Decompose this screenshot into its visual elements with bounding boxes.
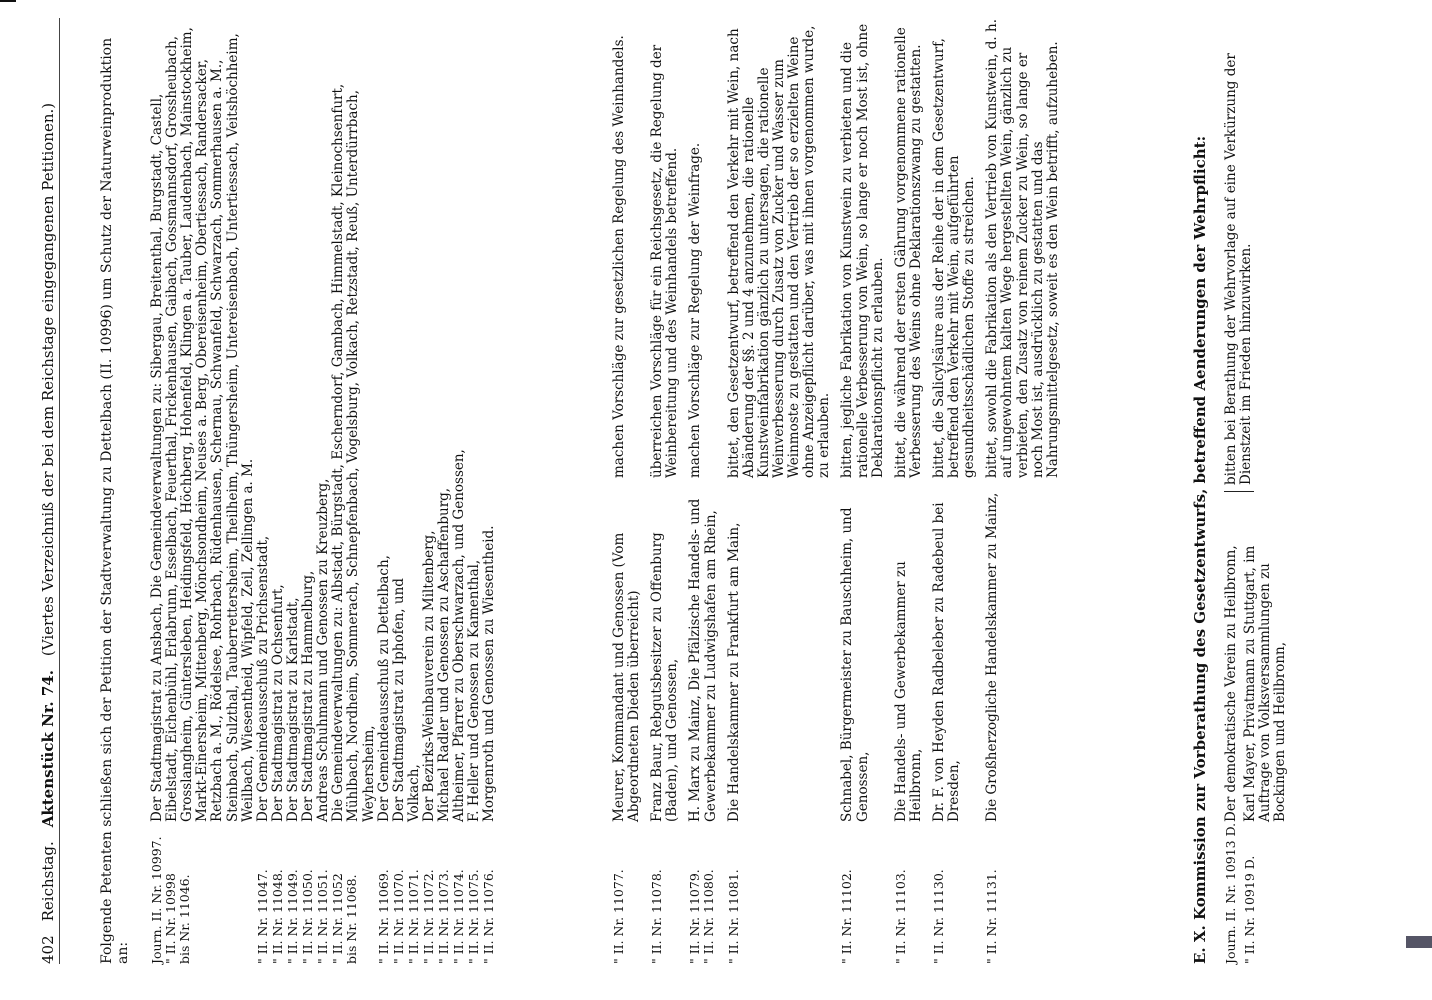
- petition-entry: [894, 18, 924, 964]
- journal-number: Journ. II. Nr. 10997. " II. Nr. 10998 bis Nr. 11046.: [149, 836, 192, 964]
- journal-number: Journ. II. Nr. 10913 D.: [1223, 822, 1238, 964]
- petition-request: überreichen Vorschläge für ein Reichsgesetz, die Regelung der Weinbereitung und des Weinhandels betreffend.: [649, 44, 681, 478]
- header-title: (Viertes Verzeichniß der bei dem Reichstage eingegangenen Petitionen.): [39, 102, 57, 657]
- journal-number: " II. Nr. 11081.: [725, 869, 741, 964]
- entries-b: [612, 18, 1069, 964]
- petitioner-name: H. Marx zu Mainz, Die Pfälzische Handels- und Gewerbekammer zu Ludwigshafen am Rhein,: [687, 498, 719, 822]
- petition-request: machen Vorschläge zur gesetzlichen Regelung des Weinhandels.: [611, 35, 627, 478]
- petitioner-text: Der Stadtmagistrat zu Ochsenfurt,: [269, 584, 286, 822]
- header-left: Reichstag.: [39, 841, 57, 922]
- petitioner-text: Die Gemeindeverwaltungen zu: Albstadt, Bürgstadt, Escherndorf, Gambach, Himmelstadt, Kleinochsenfurt, Mühlbach, Nordheim, Sommerach, Schnepfenbach, Vogelsburg, Volkach, Retzstadt, Reuß, Unterdürrbach, Weyhersheim,: [330, 83, 377, 822]
- petition-entry: [422, 18, 437, 964]
- petitioner-name: Schnabel, Bürgermeister zu Bauschheim, und Genossen,: [839, 507, 871, 822]
- petitioner-name: Dr. F. von Heyden Radbeleber zu Radebeul bei Dresden,: [930, 502, 963, 822]
- intro-text: Folgende Petenten schließen sich der Petition der Stadtverwaltung zu Dettelbach (II. 10996) um Schutz der Naturweinproduktion an:: [99, 37, 131, 964]
- petition-entry: [256, 18, 271, 964]
- petition-request: machen Vorschläge zur Regelung der Weinfrage.: [687, 142, 704, 478]
- page-header: [40, 18, 60, 964]
- journal-number: " II. Nr. 11047.: [254, 869, 270, 964]
- journal-number: " II. Nr. 11103.: [892, 869, 908, 964]
- petition-request: bitten, jegliche Fabrikation von Kunstwein zu verbieten und die rationelle Verbesserung von Wein, so lange er noch Most ist, ohne Deklarationspflicht zu erlauben.: [839, 23, 886, 478]
- petition-entry: [482, 18, 497, 964]
- petition-entry: [407, 18, 422, 964]
- petitioner-text: Der Stadtmagistrat zu Hammelburg,: [300, 570, 317, 822]
- petition-entry: [452, 18, 467, 964]
- petitioner-name: Die Handelskammer zu Frankfurt am Main,: [725, 522, 742, 822]
- petition-entry: [316, 18, 331, 964]
- petition-entry: [727, 18, 833, 964]
- journal-number: " II. Nr. 11102.: [839, 869, 855, 964]
- petition-entry: [286, 18, 301, 964]
- petitioner-text: Altheimer, Pfarrer zu Oberschwarzach, und Genossen,: [451, 449, 468, 822]
- journal-number: " II. Nr. 11076.: [481, 869, 497, 964]
- petitioner-text: Der Stadtmagistrat zu Ansbach, Die Gemeindeverwaltungen zu: Sibergau, Breitenthal, Burgstadt, Castell, Eibelstadt, Eichenbühl, Erlabrunn, Esselbach, Feuerthal, Frickenhausen, Gaibach, Gossmannsdorf, Grossheubach, Grosslangheim, Güntersleben, Heidingsfeld, Höchberg, Hohenfeld, Klingen a. Tauber, Laudenbach, Mainstockheim, Markt-Einersheim, Mittenberg, Mönchsondheim, Neuses a. Berg, Obereisenheim, Obertiessach, Randersacker, Retzbach a. M., Rödelsee, Rohrbach, Rüdenhausen, Schernau, Schwanfeld, Schwarzach, Sommerhausen a. M., Steinbach, Sulzthal, Tauberrettersheim, Theilheim, Thüngersheim, Untereisenbach, Untertiessach, Veitshöchheim, Weilbach, Wiesentheid, Wipfeld, Zeil, Zellingen a. M.: [149, 27, 256, 822]
- petition-entry: [301, 18, 316, 964]
- journal-number: " II. Nr. 11073.: [436, 869, 452, 964]
- petitioner-text: F. Heller und Genossen zu Kamenthal,: [466, 559, 483, 822]
- petition-entry: [985, 18, 1061, 964]
- petitioner-text: Der Gemeindeausschuß zu Dettelbach,: [375, 555, 392, 822]
- petitioner-name: Franz Baur, Rebgutsbesitzer zu Offenburg (Baden), und Genossen,: [649, 532, 681, 822]
- petition-request: bittet, die während der ersten Gährung vorgenommene rationelle Verbesserung des Weins ohne Deklarationszwang zu gestatten.: [892, 27, 924, 478]
- journal-number: " II. Nr. 11071.: [405, 869, 421, 964]
- petitioner-text: Der Stadtmagistrat zu Iphofen, und: [390, 578, 407, 822]
- journal-number: " II. Nr. 11079. " II. Nr. 11080.: [687, 869, 717, 964]
- entries-a: [150, 18, 498, 964]
- petition-entry: [932, 18, 977, 964]
- journal-number: " II. Nr. 11070.: [390, 869, 406, 964]
- journal-number: " II. Nr. 11075.: [466, 869, 482, 964]
- petition-request: bittet, sowohl die Fabrikation als den Vertrieb von Kunstwein, d. h. auf ungewohntem kalten Wege hergestellten Wein, gänzlich zu verbieten, den Zusatz von reinem Zucker zu Wein, so lange er noch Most ist, ausdrücklich zu gestatten und das Nahrungsmittelgesetz, soweit es den Wein betrifft, aufzuheben.: [984, 19, 1061, 478]
- page-number: 402: [39, 935, 57, 964]
- section-heading: [1192, 18, 1209, 964]
- petition-entry: [840, 18, 885, 964]
- petitioner-text: Andreas Schuhmann und Genossen zu Kreuzberg,: [315, 478, 332, 822]
- petition-request: bittet, den Gesetzentwurf, betreffend den Verkehr mit Wein, nach Abänderung der §§. 2 und 4 anzunehmen, die rationelle Kunstweinfabrikation gänzlich zu untersagen, die rationelle Weinverbesserung durch Zusatz von Zucker und Wasser zum Weinmoste zu gestatten und den Vertrieb der so erzielten Weine ohne Anzeigepflicht darüber, was mit ihnen vorgenommen wurde, zu erlauben.: [725, 25, 833, 478]
- section-label: E. X.: [1191, 925, 1209, 964]
- doc-number: Aktenstück Nr. 74.: [39, 670, 57, 828]
- petitioner-text: Morgenroth und Genossen zu Wiesentheid.: [481, 525, 498, 822]
- journal-number: " II. Nr. 11077.: [611, 869, 626, 964]
- petitioner-name: Karl Mayer, Privatmann zu Stuttgart, im Auftrage von Volksversammlungen zu Bockingen und Heilbronn,: [1242, 545, 1289, 822]
- petition-entry: [467, 18, 482, 964]
- dfg-logo: [1406, 936, 1432, 948]
- petition-entry: [150, 18, 256, 964]
- petitioner-name: Die Handels- und Gewerbekammer zu Heilbronn,: [892, 561, 924, 822]
- petition-entry: [688, 18, 718, 964]
- journal-number: " II. Nr. 11078.: [649, 869, 665, 964]
- petitioner-name: Meurer, Kommandant und Genossen (Vom Abgeordneten Dieden überreicht): [611, 532, 643, 822]
- petitioner-name: Der demokratische Verein zu Heilbronn,: [1223, 545, 1239, 822]
- petition-entry: [1243, 492, 1288, 964]
- journal-number: " II. Nr. 11051.: [315, 869, 331, 964]
- petition-entry: [612, 18, 642, 964]
- petition-entry: [271, 18, 286, 964]
- journal-number: " II. Nr. 10919 D.: [1242, 855, 1258, 964]
- entries-c: [1224, 18, 1292, 964]
- journal-number: " II. Nr. 11069.: [375, 869, 391, 964]
- section-title: Kommission zur Vorberathung des Gesetzentwurfs, betreffend Aenderungen der Wehrpflicht:: [1191, 135, 1209, 921]
- entries-c-request: bitten bei Berathung der Wehrvorlage auf eine Verkürzung der Dienstzeit im Frieden hinzuwirken.: [1224, 18, 1254, 492]
- petition-entry: [1224, 492, 1239, 964]
- journal-number: " II. Nr. 11131.: [984, 869, 1000, 964]
- petition-entry: [650, 18, 680, 964]
- petitioner-text: Volkach,: [405, 764, 422, 822]
- journal-number: " II. Nr. 11049.: [284, 869, 300, 964]
- petition-entry: [392, 18, 407, 964]
- journal-number: " II. Nr. 11074.: [451, 869, 467, 964]
- petitioner-text: Der Bezirks-Weinbauverein zu Miltenberg,: [420, 530, 437, 822]
- journal-number: " II. Nr. 11072.: [420, 869, 436, 964]
- petition-request: bittet, die Salicylsäure aus der Reihe der in dem Gesetzentwurf, betreffend den Verkehr mit Wein, aufgeführten gesundheitsschädlichen Stoffe zu streichen.: [930, 38, 978, 478]
- petition-entry: [437, 18, 452, 964]
- journal-number: " II. Nr. 11130.: [930, 869, 946, 964]
- digitization-note: [1412, 92, 1426, 952]
- petition-entry: [377, 18, 392, 964]
- petitioner-text: Der Stadtmagistrat zu Karlstadt,: [284, 597, 301, 822]
- petitioner-name: Die Großherzogliche Handelskammer zu Mainz,: [984, 492, 1001, 822]
- petitioner-text: Der Gemeindeausschuß zu Prichsenstadt,: [254, 535, 271, 822]
- petition-entry: [331, 18, 376, 964]
- journal-number: " II. Nr. 11048.: [269, 869, 285, 964]
- petitioner-text: Michael Radler und Genossen zu Aschaffenburg,: [436, 487, 453, 822]
- journal-number: " II. Nr. 11050.: [300, 869, 316, 964]
- journal-number: " II. Nr. 11052 bis Nr. 11068.: [330, 873, 360, 964]
